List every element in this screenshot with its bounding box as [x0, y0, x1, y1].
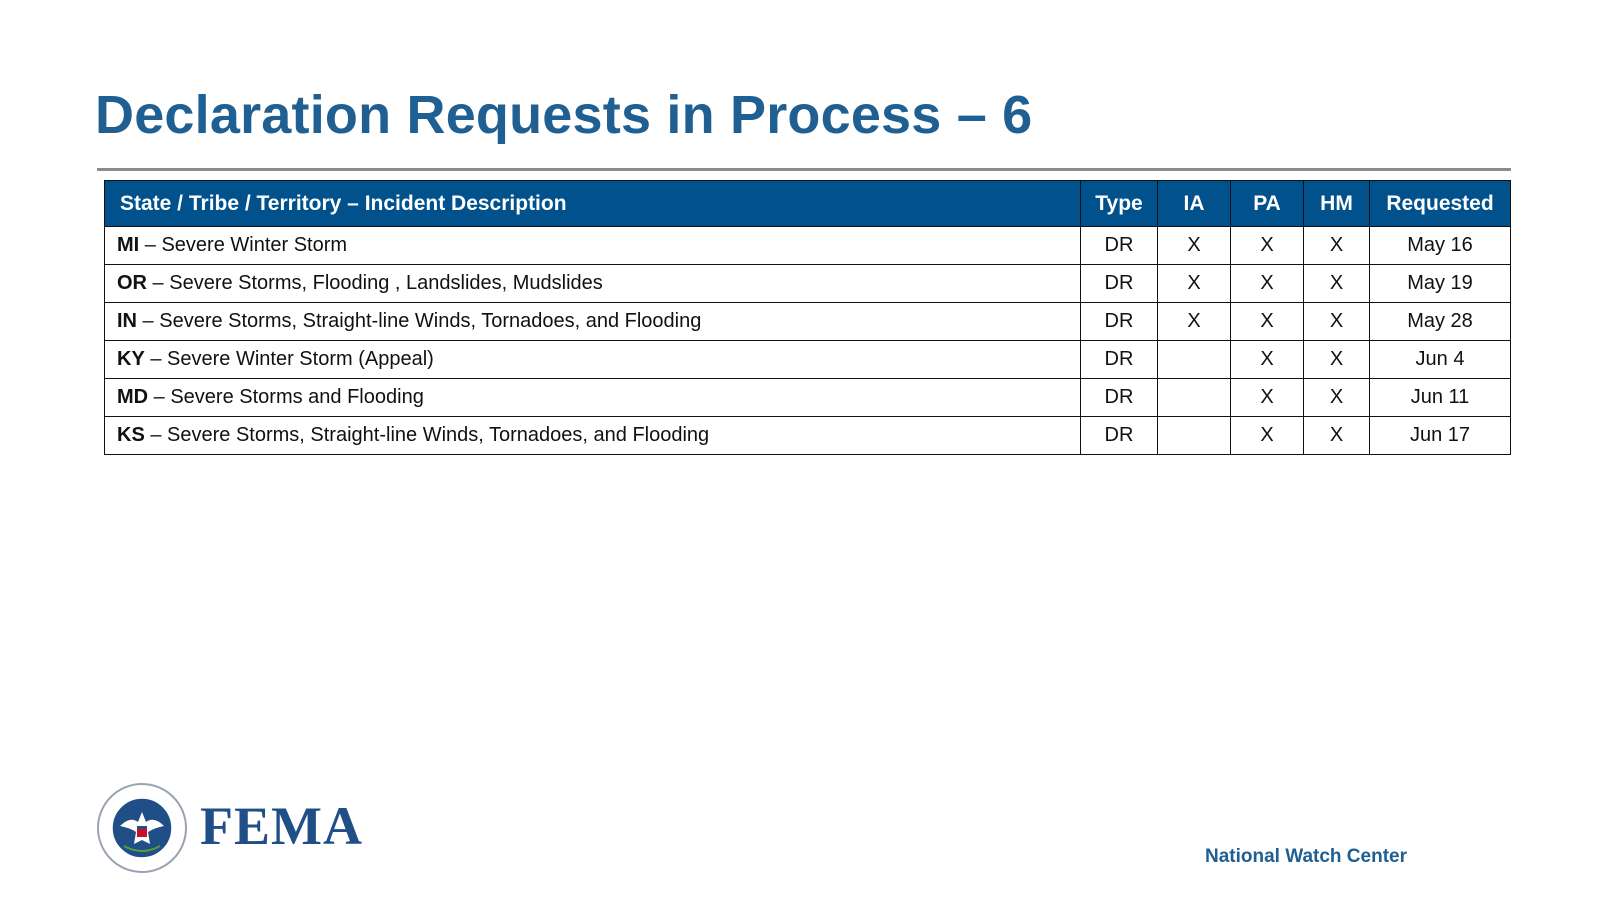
incident-description: – Severe Storms, Straight-line Winds, Tornadoes, and Flooding [144, 424, 710, 446]
type-cell: DR [1081, 379, 1158, 417]
ia-cell [1158, 341, 1231, 379]
footer-label: National Watch Center [1205, 846, 1407, 867]
table-row [105, 379, 1511, 417]
hm-cell: X [1304, 303, 1370, 341]
ia-cell: X [1158, 265, 1231, 303]
type-cell: DR [1081, 417, 1158, 455]
hm-cell: X [1304, 227, 1370, 265]
requested-cell: May 16 [1370, 227, 1511, 265]
pa-cell: X [1231, 303, 1304, 341]
incident-cell [105, 265, 1081, 303]
column-header-hm: HM [1304, 181, 1370, 227]
requested-cell: May 28 [1370, 303, 1511, 341]
requested-cell: Jun 4 [1370, 341, 1511, 379]
incident-cell [105, 227, 1081, 265]
state-code: IN [117, 310, 137, 332]
pa-cell: X [1231, 341, 1304, 379]
hm-cell: X [1304, 417, 1370, 455]
column-header-description: State / Tribe / Territory – Incident Description [105, 181, 1081, 227]
requested-cell: Jun 11 [1370, 379, 1511, 417]
column-header-ia: IA [1158, 181, 1231, 227]
pa-cell: X [1231, 265, 1304, 303]
requested-cell: May 19 [1370, 265, 1511, 303]
incident-description: – Severe Storms and Flooding [148, 386, 424, 408]
type-cell: DR [1081, 303, 1158, 341]
declaration-requests-table [104, 180, 1511, 455]
page-title: Declaration Requests in Process – 6 [95, 85, 1033, 145]
type-cell: DR [1081, 265, 1158, 303]
state-code: MD [117, 386, 149, 408]
table-row [105, 227, 1511, 265]
ia-cell: X [1158, 303, 1231, 341]
ia-cell: X [1158, 227, 1231, 265]
state-code: KY [117, 348, 145, 370]
table-row [105, 341, 1511, 379]
state-code: MI [117, 234, 140, 256]
column-header-type: Type [1081, 181, 1158, 227]
requested-cell: Jun 17 [1370, 417, 1511, 455]
fema-logo: FEMA [200, 796, 363, 856]
hm-cell: X [1304, 341, 1370, 379]
pa-cell: X [1231, 227, 1304, 265]
type-cell: DR [1081, 227, 1158, 265]
incident-description: – Severe Storms, Flooding , Landslides, Mudslides [147, 272, 603, 294]
state-code: KS [117, 424, 145, 446]
table-row [105, 417, 1511, 455]
ia-cell [1158, 417, 1231, 455]
incident-description: – Severe Winter Storm [139, 234, 348, 256]
hm-cell: X [1304, 265, 1370, 303]
dhs-seal-icon [96, 782, 188, 874]
incident-description: – Severe Storms, Straight-line Winds, Tornadoes, and Flooding [137, 310, 702, 332]
incident-cell [105, 417, 1081, 455]
pa-cell: X [1231, 379, 1304, 417]
title-divider [97, 168, 1511, 171]
table-row [105, 303, 1511, 341]
hm-cell: X [1304, 379, 1370, 417]
ia-cell [1158, 379, 1231, 417]
pa-cell: X [1231, 417, 1304, 455]
incident-cell [105, 303, 1081, 341]
incident-cell [105, 341, 1081, 379]
table-row [105, 265, 1511, 303]
incident-cell [105, 379, 1081, 417]
type-cell: DR [1081, 341, 1158, 379]
table-header-row [105, 181, 1511, 227]
column-header-pa: PA [1231, 181, 1304, 227]
column-header-requested: Requested [1370, 181, 1511, 227]
incident-description: – Severe Winter Storm (Appeal) [144, 348, 434, 370]
state-code: OR [117, 272, 147, 294]
